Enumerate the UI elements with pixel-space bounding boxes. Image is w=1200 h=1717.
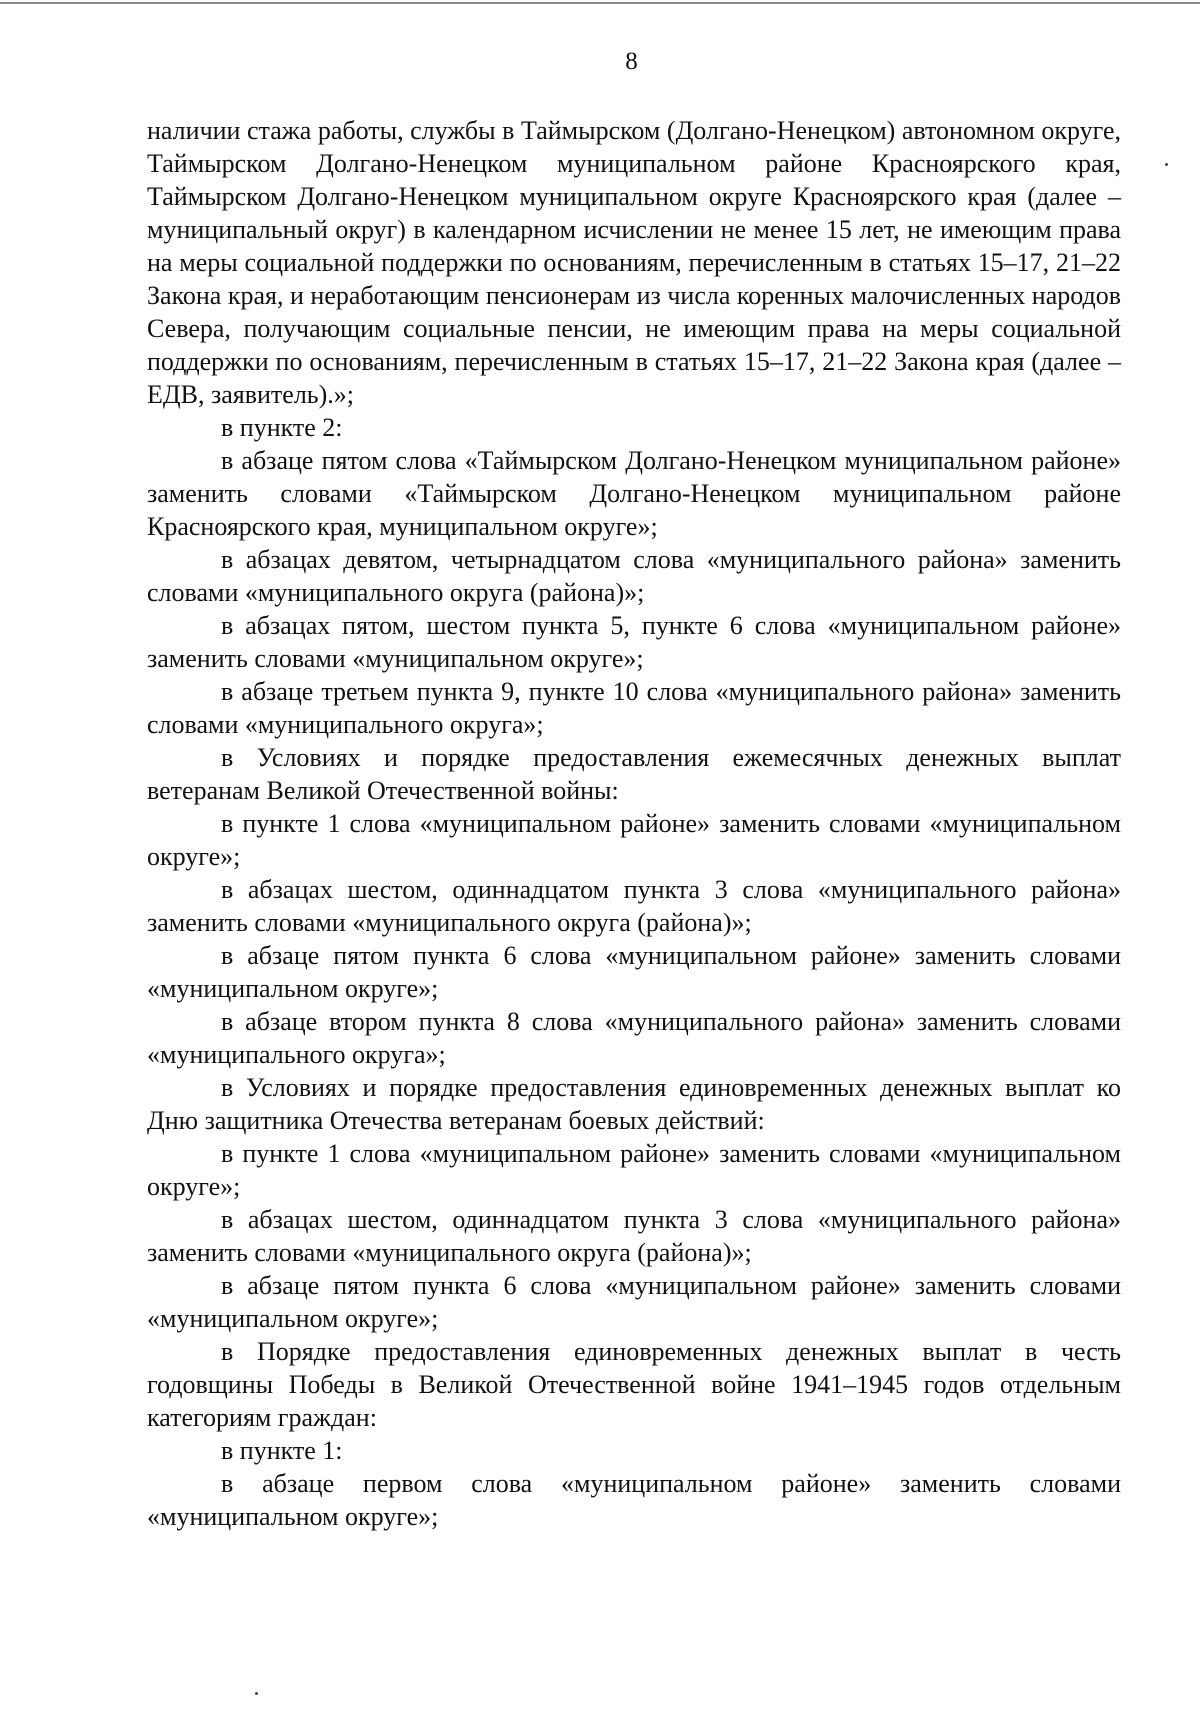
paragraph-continuation: наличии стажа работы, службы в Таймырском (Долгано-Ненецком) автономном округе, Таймырском Долгано-Ненецком муниципальном районе Красноярского края, Таймырском Долгано-Ненецком муниципальном округе Красноярского края (далее – муниципальный округ) в календарном исчислении не менее 15 лет, не имеющим права на меры социальной поддержки по основаниям, перечисленным в статьях 15–17, 21–22 Закона края, и неработающим пенсионерам из числа коренных малочисленных народов Севера, получающим социальные пенсии, не имеющим права на меры социальной поддержки по основаниям, перечисленным в статьях 15–17, 21–22 Закона края (далее – ЕДВ, заявитель).»;	[147, 116, 1121, 409]
paragraph: в абзацах шестом, одиннадцатом пункта 3 слова «муниципального района» заменить словами «муниципального округа (района)»;	[147, 875, 1121, 937]
paragraph: в абзацах пятом, шестом пункта 5, пункте 6 слова «муниципальном районе» заменить словами «муниципальном округе»;	[147, 611, 1121, 673]
paragraph: в абзаце втором пункта 8 слова «муниципального района» заменить словами «муниципального округа»;	[147, 1007, 1121, 1069]
paragraph: в Условиях и порядке предоставления единовременных денежных выплат ко Дню защитника Отечества ветеранам боевых действий:	[147, 1073, 1121, 1135]
paragraph: в абзаце третьем пункта 9, пункте 10 слова «муниципального района» заменить словами «муниципального округа»;	[147, 677, 1121, 739]
document-body	[147, 114, 1121, 1533]
paragraph: в абзаце пятом пункта 6 слова «муниципальном районе» заменить словами «муниципальном округе»;	[147, 1271, 1121, 1333]
paragraph: в пункте 1:	[221, 1436, 343, 1465]
paragraph: в абзацах девятом, четырнадцатом слова «муниципального района» заменить словами «муниципального округа (района)»;	[147, 545, 1121, 607]
paragraph: в Порядке предоставления единовременных денежных выплат в честь годовщины Победы в Великой Отечественной войне 1941–1945 годов отдельным категориям граждан:	[147, 1337, 1121, 1432]
page-number: 8	[625, 48, 638, 75]
scan-top-edge	[0, 2, 1200, 4]
paragraph: в пункте 1 слова «муниципальном районе» заменить словами «муниципальном округе»;	[147, 1139, 1121, 1201]
scan-speck	[255, 1692, 258, 1695]
scan-speck	[1165, 163, 1168, 166]
paragraph: в Условиях и порядке предоставления ежемесячных денежных выплат ветеранам Великой Отечественной войны:	[147, 743, 1121, 805]
paragraph: в абзацах шестом, одиннадцатом пункта 3 слова «муниципального района» заменить словами «муниципального округа (района)»;	[147, 1205, 1121, 1267]
paragraph: в пункте 1 слова «муниципальном районе» заменить словами «муниципальном округе»;	[147, 809, 1121, 871]
paragraph: в абзаце пятом пункта 6 слова «муниципальном районе» заменить словами «муниципальном округе»;	[147, 941, 1121, 1003]
paragraph: в абзаце первом слова «муниципальном районе» заменить словами «муниципальном округе»;	[147, 1469, 1121, 1531]
paragraph: в пункте 2:	[221, 413, 343, 442]
paragraph: в абзаце пятом слова «Таймырском Долгано-Ненецком муниципальном районе» заменить словами «Таймырском Долгано-Ненецком муниципальном районе Красноярского края, муниципальном округе»;	[147, 446, 1121, 541]
